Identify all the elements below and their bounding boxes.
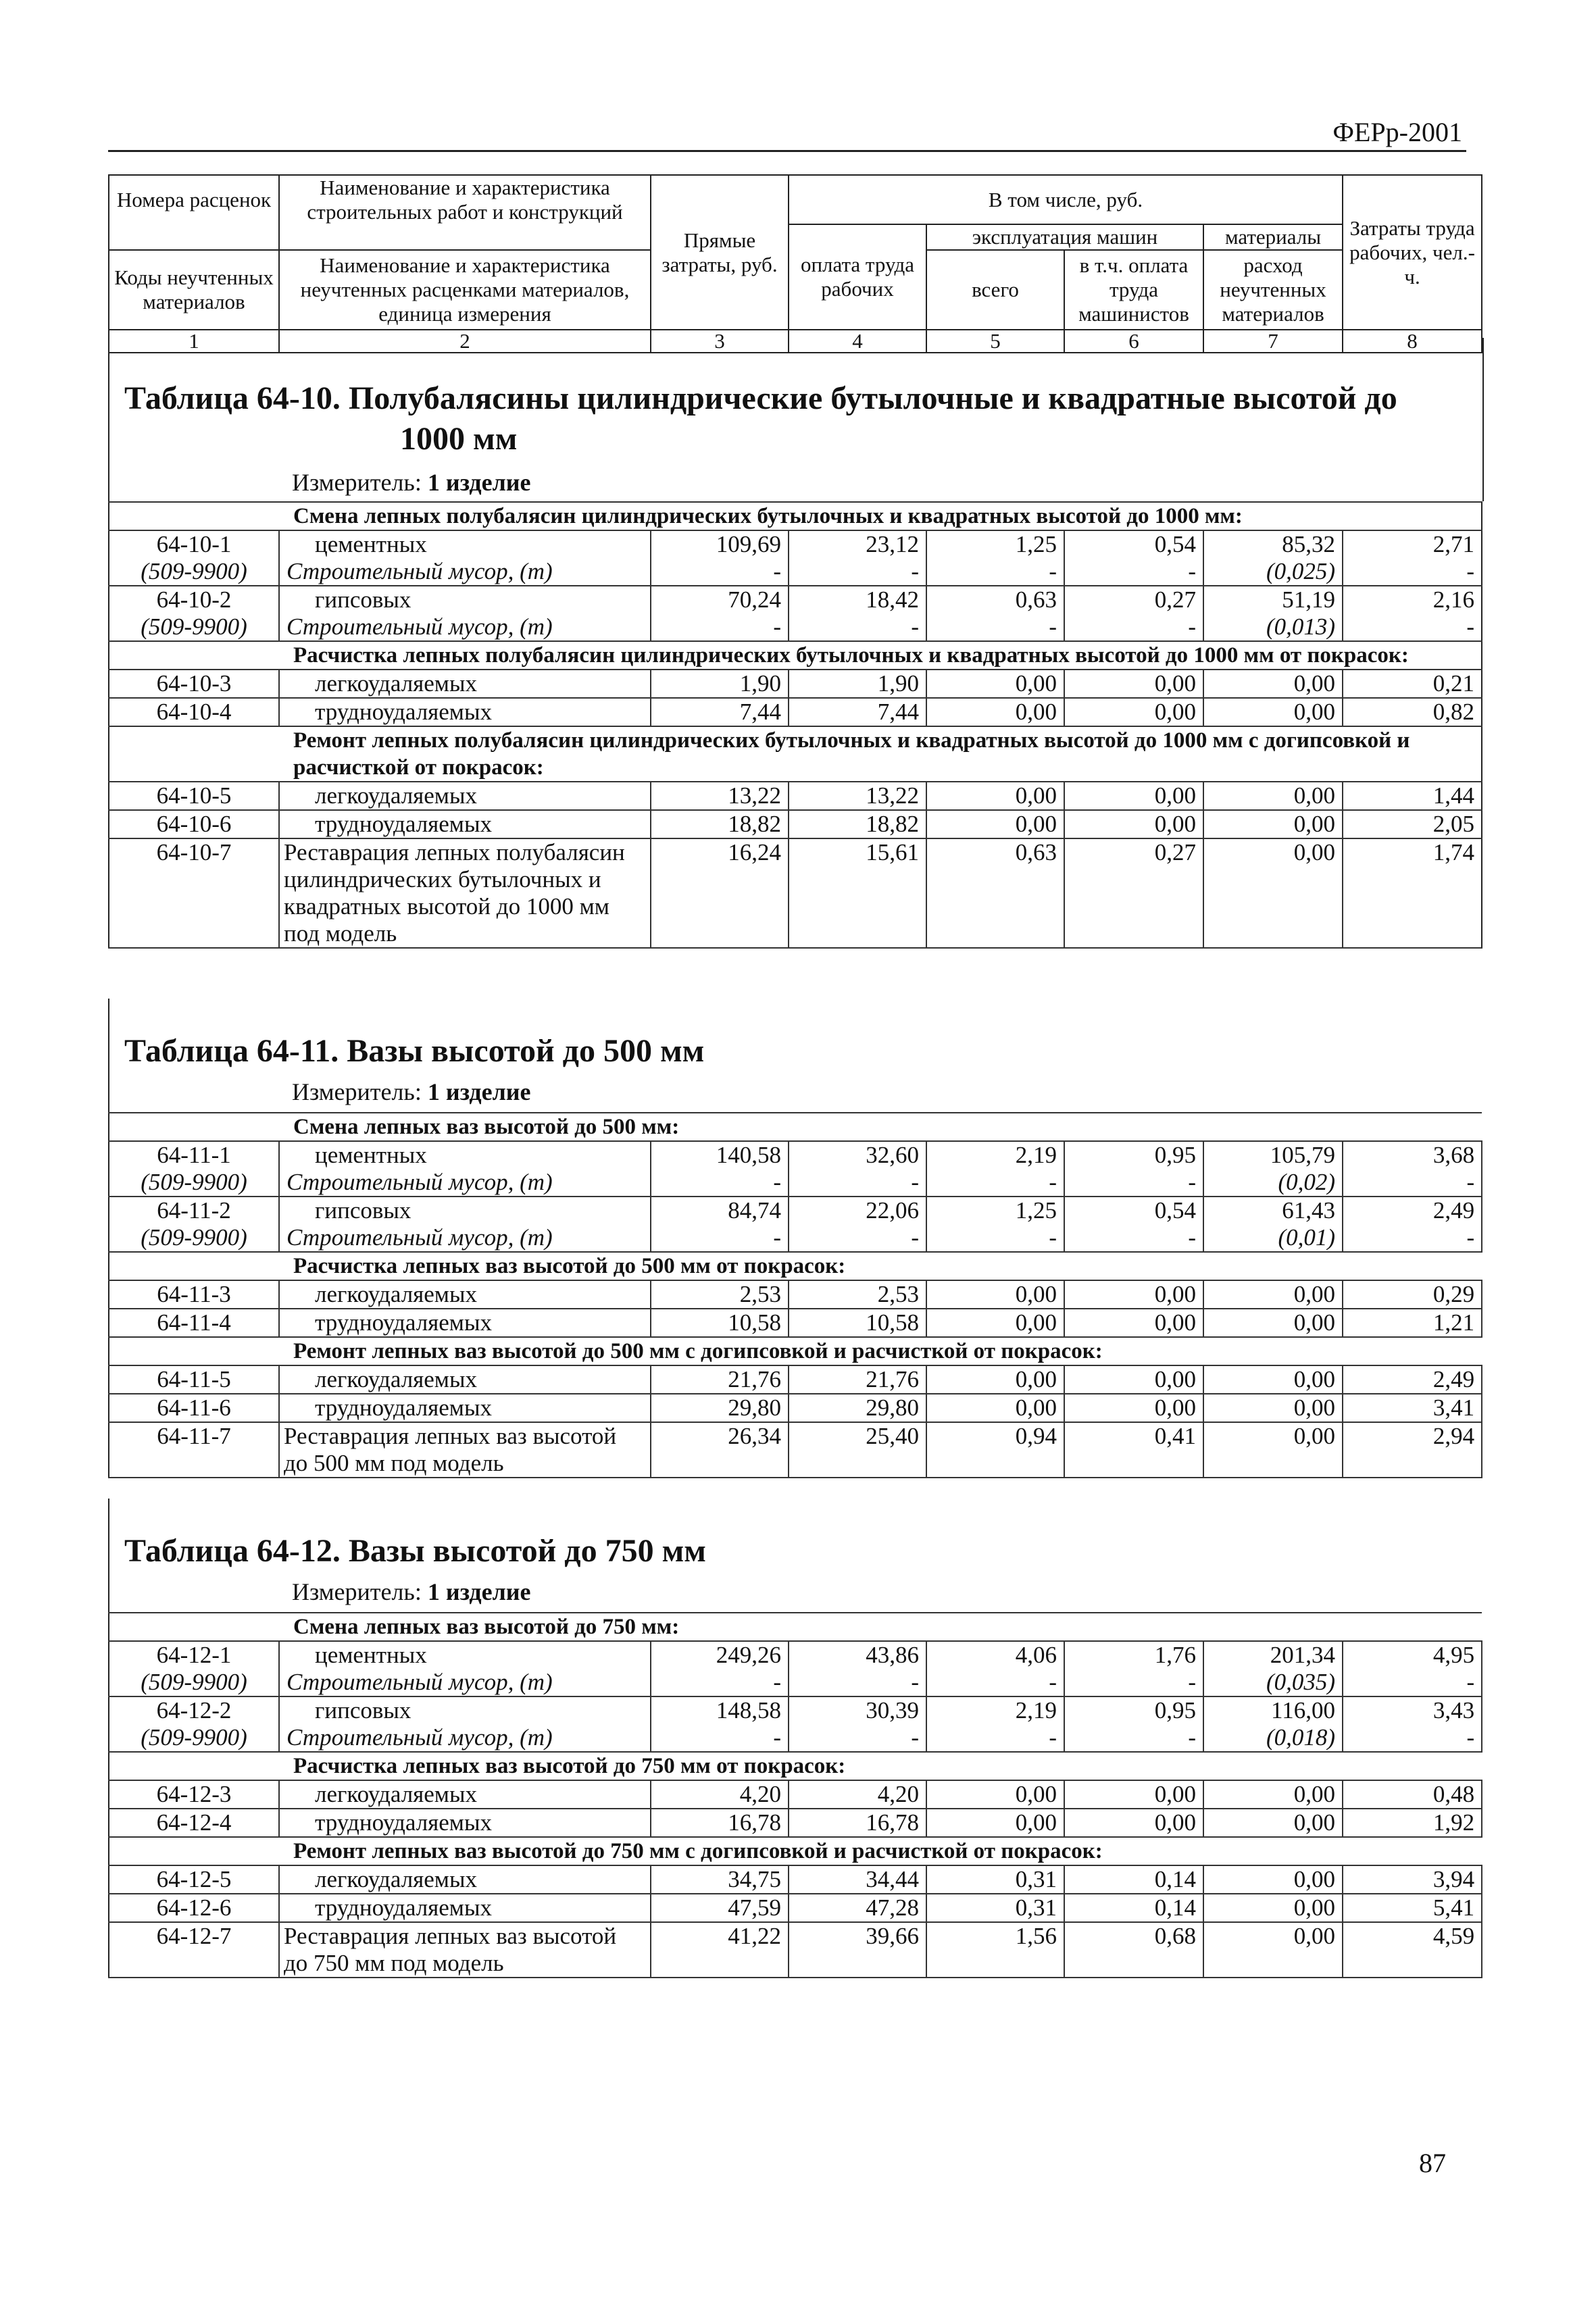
table-row: 64-10-7 Реставрация лепных полубалясин цилиндрических бутылочных и квадратных высотой до 1000 мм под модель 16,24 15,61 0,63 0,27 0,00 1,74 bbox=[109, 838, 1482, 948]
table-row-material: (509-9900) Строительный мусор, (т) - - - - (0,02) - bbox=[109, 1169, 1482, 1197]
section-title: Ремонт лепных полубалясин цилиндрических бутылочных и квадратных высотой до 1000 мм с догипсовкой и расчисткой от покрасок: bbox=[109, 726, 1482, 782]
column-header-table bbox=[108, 174, 1482, 353]
table-64-11 bbox=[108, 1112, 1482, 1478]
section-title: Смена лепных ваз высотой до 500 мм: bbox=[109, 1113, 1482, 1141]
header-material-codes: Коды неучтенных материалов bbox=[109, 250, 279, 330]
table-row: 64-11-3 легкоудаляемых 2,53 2,53 0,00 0,00 0,00 0,29 bbox=[109, 1280, 1482, 1309]
table-64-12-measure: Измеритель: 1 изделие bbox=[292, 1578, 531, 1605]
document-code: ФЕРр-2001 bbox=[1332, 117, 1462, 147]
table-row-material: (509-9900) Строительный мусор, (т) - - - - (0,01) - bbox=[109, 1224, 1482, 1252]
table-row: 64-10-6 трудноудаляемых 18,82 18,82 0,00 0,00 0,00 2,05 bbox=[109, 810, 1482, 838]
header-machines: эксплуатация машин bbox=[926, 224, 1203, 250]
header-index-7: 7 bbox=[1203, 330, 1343, 353]
table-row: 64-11-2 гипсовых 84,74 22,06 1,25 0,54 61,43 2,49 bbox=[109, 1197, 1482, 1224]
table-row: 64-10-3 легкоудаляемых 1,90 1,90 0,00 0,00 0,00 0,21 bbox=[109, 670, 1482, 698]
table-row: 64-11-5 легкоудаляемых 21,76 21,76 0,00 0,00 0,00 2,49 bbox=[109, 1365, 1482, 1394]
header-index-6: 6 bbox=[1064, 330, 1203, 353]
table-64-11-measure: Измеритель: 1 изделие bbox=[292, 1078, 531, 1105]
header-index-3: 3 bbox=[651, 330, 789, 353]
table-row: 64-12-6 трудноудаляемых 47,59 47,28 0,31 0,14 0,00 5,41 bbox=[109, 1894, 1482, 1922]
table-row-material: (509-9900) Строительный мусор, (т) - - - - (0,018) - bbox=[109, 1724, 1482, 1752]
header-work-name: Наименование и характеристика строительных работ и конструкций bbox=[279, 175, 651, 224]
table-row: 64-11-6 трудноудаляемых 29,80 29,80 0,00 0,00 0,00 3,41 bbox=[109, 1394, 1482, 1422]
table-64-12-heading-block bbox=[108, 1499, 1482, 1612]
table-64-10-title-line2: 1000 мм bbox=[400, 421, 518, 457]
table-row: 64-12-4 трудноудаляемых 16,78 16,78 0,00 0,00 0,00 1,92 bbox=[109, 1809, 1482, 1837]
section-title: Расчистка лепных ваз высотой до 750 мм от покрасок: bbox=[109, 1752, 1482, 1780]
section-title: Расчистка лепных ваз высотой до 500 мм от покрасок: bbox=[109, 1252, 1482, 1280]
section-title: Ремонт лепных ваз высотой до 750 мм с догипсовкой и расчисткой от покрасок: bbox=[109, 1837, 1482, 1865]
header-index-5: 5 bbox=[926, 330, 1064, 353]
header-index-2: 2 bbox=[279, 330, 651, 353]
header-rate-numbers: Номера расценок bbox=[109, 175, 279, 224]
header-machinist-pay: в т.ч. оплата труда машинистов bbox=[1064, 250, 1203, 330]
table-row: 64-12-1 цементных 249,26 43,86 4,06 1,76 201,34 4,95 bbox=[109, 1641, 1482, 1669]
section-title: Расчистка лепных полубалясин цилиндрических бутылочных и квадратных высотой до 1000 мм от покрасок: bbox=[109, 641, 1482, 670]
table-row-material: (509-9900) Строительный мусор, (т) - - - - (0,025) - bbox=[109, 558, 1482, 586]
table-row: 64-12-3 легкоудаляемых 4,20 4,20 0,00 0,00 0,00 0,48 bbox=[109, 1780, 1482, 1809]
table-row: 64-12-5 легкоудаляемых 34,75 34,44 0,31 0,14 0,00 3,94 bbox=[109, 1865, 1482, 1894]
table-64-10-title-line1: Таблица 64-10. Полубалясины цилиндрические бутылочные и квадратные высотой до bbox=[124, 380, 1397, 416]
table-64-11-title: Таблица 64-11. Вазы высотой до 500 мм bbox=[124, 1033, 705, 1069]
header-material-usage: расход неучтенных материалов bbox=[1203, 250, 1343, 330]
table-64-12 bbox=[108, 1612, 1482, 1978]
table-row: 64-12-7 Реставрация лепных ваз высотой до 750 мм под модель 41,22 39,66 1,56 0,68 0,00 4,59 bbox=[109, 1922, 1482, 1978]
header-index-4: 4 bbox=[789, 330, 926, 353]
header-worker-pay: оплата труда рабочих bbox=[789, 224, 926, 330]
table-row: 64-10-4 трудноудаляемых 7,44 7,44 0,00 0,00 0,00 0,82 bbox=[109, 698, 1482, 726]
page-number: 87 bbox=[1419, 2148, 1446, 2178]
table-64-10-measure: Измеритель: 1 изделие bbox=[292, 469, 531, 496]
table-64-12-title: Таблица 64-12. Вазы высотой до 750 мм bbox=[124, 1533, 706, 1569]
table-row-material: (509-9900) Строительный мусор, (т) - - - - (0,013) - bbox=[109, 613, 1482, 641]
table-64-10-heading-block bbox=[108, 338, 1484, 501]
table-row-material: (509-9900) Строительный мусор, (т) - - - - (0,035) - bbox=[109, 1669, 1482, 1696]
section-title: Смена лепных полубалясин цилиндрических бутылочных и квадратных высотой до 1000 мм: bbox=[109, 502, 1482, 530]
page-header bbox=[108, 114, 1466, 152]
section-title: Смена лепных ваз высотой до 750 мм: bbox=[109, 1613, 1482, 1641]
table-row: 64-10-5 легкоудаляемых 13,22 13,22 0,00 0,00 0,00 1,44 bbox=[109, 782, 1482, 810]
table-row: 64-10-2 гипсовых 70,24 18,42 0,63 0,27 51,19 2,16 bbox=[109, 586, 1482, 613]
table-64-11-heading-block bbox=[108, 999, 1482, 1112]
header-including: В том числе, руб. bbox=[789, 175, 1343, 224]
header-direct-costs: Прямые затраты, руб. bbox=[651, 175, 789, 330]
header-index-1: 1 bbox=[109, 330, 279, 353]
table-row: 64-12-2 гипсовых 148,58 30,39 2,19 0,95 116,00 3,43 bbox=[109, 1696, 1482, 1724]
header-machines-total: всего bbox=[926, 250, 1064, 330]
header-materials: материалы bbox=[1203, 224, 1343, 250]
header-index-8: 8 bbox=[1343, 330, 1482, 353]
header-labor-hours: Затраты труда рабочих, чел.-ч. bbox=[1343, 175, 1482, 330]
header-material-name: Наименование и характеристика неучтенных расценками материалов, единица измерения bbox=[279, 250, 651, 330]
section-title: Ремонт лепных ваз высотой до 500 мм с догипсовкой и расчисткой от покрасок: bbox=[109, 1337, 1482, 1365]
table-row: 64-10-1 цементных 109,69 23,12 1,25 0,54 85,32 2,71 bbox=[109, 530, 1482, 558]
table-row: 64-11-7 Реставрация лепных ваз высотой до 500 мм под модель 26,34 25,40 0,94 0,41 0,00 2,94 bbox=[109, 1422, 1482, 1478]
table-row: 64-11-4 трудноудаляемых 10,58 10,58 0,00 0,00 0,00 1,21 bbox=[109, 1309, 1482, 1337]
table-64-10 bbox=[108, 501, 1482, 949]
table-row: 64-11-1 цементных 140,58 32,60 2,19 0,95 105,79 3,68 bbox=[109, 1141, 1482, 1169]
